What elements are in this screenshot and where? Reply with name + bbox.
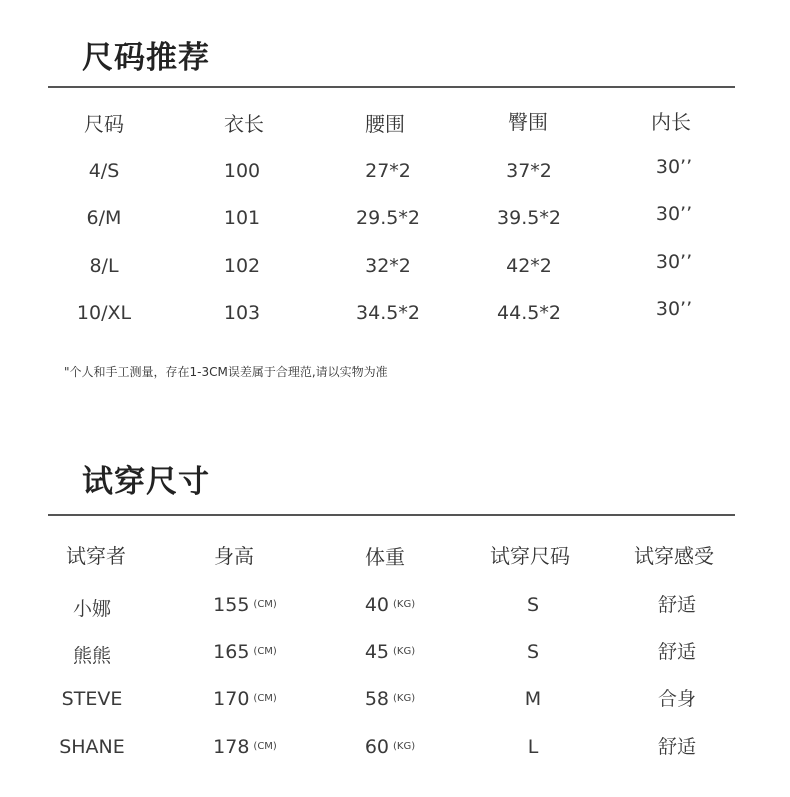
weight-cell bbox=[320, 594, 460, 616]
weight-value: 58 bbox=[364, 688, 390, 710]
height-cell bbox=[175, 641, 315, 663]
size-cell: 6/M bbox=[86, 207, 122, 229]
inseam-cell: 30’’ bbox=[655, 298, 693, 320]
height-cell bbox=[175, 736, 315, 758]
measurement-note: "个人和手工测量，存在1-3CM误差属于合理范,请以实物为准 bbox=[64, 365, 388, 379]
weight-unit: (KG) bbox=[393, 693, 416, 704]
height-value: 155 bbox=[213, 594, 250, 616]
size-section-title: 尺码推荐 bbox=[82, 40, 210, 76]
waist-cell: 29.5*2 bbox=[356, 207, 420, 229]
height-unit: (CM) bbox=[253, 741, 277, 752]
length-cell: 100 bbox=[223, 160, 261, 182]
header-waist: 腰围 bbox=[365, 112, 405, 136]
tryon-feel-cell: 合身 bbox=[657, 688, 696, 710]
waist-cell: 34.5*2 bbox=[356, 302, 420, 324]
header-hip: 臀围 bbox=[508, 110, 548, 134]
length-cell: 101 bbox=[223, 207, 261, 229]
weight-unit: (KG) bbox=[393, 741, 416, 752]
header-tester: 试穿者 bbox=[66, 544, 126, 568]
size-section-divider bbox=[48, 86, 735, 88]
tryon-size-cell: M bbox=[524, 688, 542, 710]
hip-cell: 44.5*2 bbox=[497, 302, 561, 324]
height-unit: (CM) bbox=[253, 599, 277, 610]
length-cell: 102 bbox=[223, 255, 261, 277]
header-size: 尺码 bbox=[84, 112, 124, 136]
waist-cell: 27*2 bbox=[365, 160, 411, 182]
tester-name: STEVE bbox=[61, 688, 123, 710]
height-cell bbox=[175, 688, 315, 710]
tester-name: 小娜 bbox=[72, 598, 111, 620]
header-tryon-size: 试穿尺码 bbox=[490, 544, 570, 568]
weight-unit: (KG) bbox=[393, 646, 416, 657]
size-cell: 10/XL bbox=[76, 302, 132, 324]
header-length: 衣长 bbox=[224, 112, 264, 136]
hip-cell: 42*2 bbox=[506, 255, 552, 277]
tryon-size-cell: L bbox=[527, 736, 539, 758]
height-unit: (CM) bbox=[253, 693, 277, 704]
height-value: 170 bbox=[213, 688, 250, 710]
weight-value: 45 bbox=[364, 641, 390, 663]
tester-name: SHANE bbox=[59, 736, 125, 758]
header-height: 身高 bbox=[214, 544, 254, 568]
tryon-size-cell: S bbox=[526, 641, 540, 663]
header-weight: 体重 bbox=[365, 545, 405, 569]
hip-cell: 39.5*2 bbox=[497, 207, 561, 229]
inseam-cell: 30’’ bbox=[655, 203, 693, 225]
weight-cell bbox=[320, 736, 460, 758]
tester-name: 熊熊 bbox=[72, 645, 111, 667]
weight-value: 60 bbox=[364, 736, 390, 758]
height-unit: (CM) bbox=[253, 646, 277, 657]
hip-cell: 37*2 bbox=[506, 160, 552, 182]
waist-cell: 32*2 bbox=[365, 255, 411, 277]
tryon-size-cell: S bbox=[526, 594, 540, 616]
size-cell: 8/L bbox=[89, 255, 119, 277]
weight-unit: (KG) bbox=[393, 599, 416, 610]
header-inseam: 内长 bbox=[651, 110, 691, 134]
height-value: 165 bbox=[213, 641, 250, 663]
tryon-feel-cell: 舒适 bbox=[657, 641, 696, 663]
inseam-cell: 30’’ bbox=[655, 251, 693, 273]
height-cell bbox=[175, 594, 315, 616]
weight-cell bbox=[320, 688, 460, 710]
tryon-feel-cell: 舒适 bbox=[657, 736, 696, 758]
weight-value: 40 bbox=[364, 594, 390, 616]
header-tryon-feel: 试穿感受 bbox=[634, 544, 714, 568]
length-cell: 103 bbox=[223, 302, 261, 324]
tryon-section-title: 试穿尺寸 bbox=[82, 464, 210, 500]
tryon-section-divider bbox=[48, 514, 735, 516]
size-cell: 4/S bbox=[88, 160, 120, 182]
weight-cell bbox=[320, 641, 460, 663]
inseam-cell: 30’’ bbox=[655, 156, 693, 178]
tryon-feel-cell: 舒适 bbox=[657, 594, 696, 616]
height-value: 178 bbox=[213, 736, 250, 758]
